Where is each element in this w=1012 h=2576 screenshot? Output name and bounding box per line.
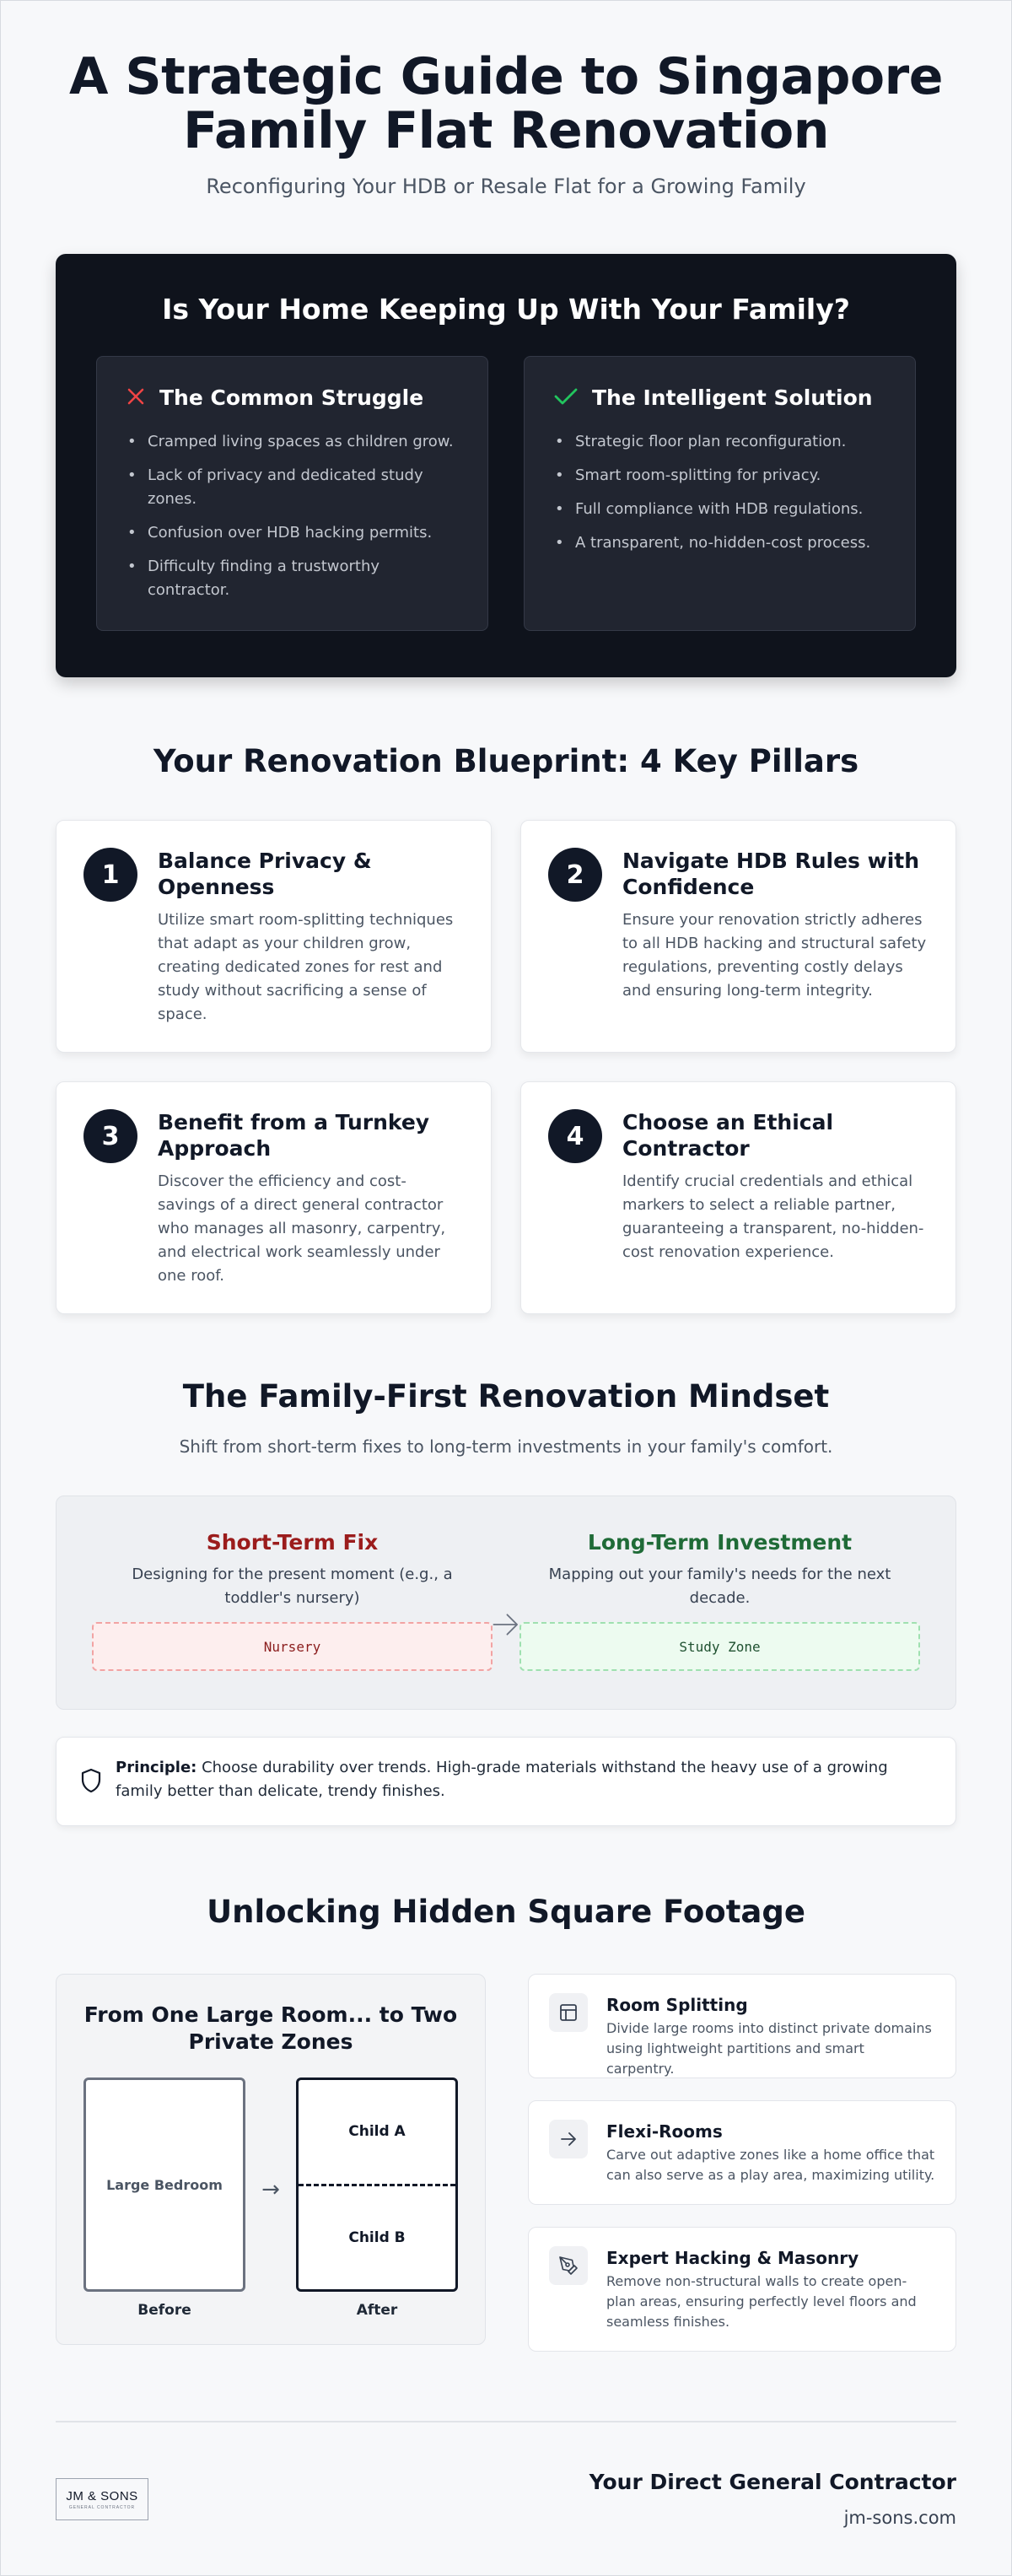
- solution-item: • Smart room-splitting for privacy.: [553, 464, 886, 488]
- short-term-title: Short-Term Fix: [206, 1530, 379, 1555]
- problem-solution-section: [56, 254, 956, 677]
- mindset-comparison: [56, 1495, 956, 1710]
- feature-title: Expert Hacking & Masonry: [606, 2248, 859, 2268]
- pillars-section: [56, 743, 956, 1314]
- pillar-number: 4: [548, 1109, 602, 1163]
- before-caption: Before: [137, 2302, 191, 2319]
- page-title-line2: Family Flat Renovation: [183, 101, 829, 160]
- footage-section: [56, 1894, 956, 2352]
- pillars-heading: Your Renovation Blueprint: 4 Key Pillars: [153, 743, 859, 779]
- pillar-card: [520, 820, 956, 1053]
- feature-description: Divide large rooms into distinct private domains using lightweight partitions and smart carpentry.: [606, 2020, 932, 2077]
- pillar-description: Ensure your renovation strictly adheres to all HDB hacking and structural safety regulations, preventing costly delays and ensuring long-term integrity.: [622, 911, 927, 1000]
- pillar-number: 1: [83, 848, 137, 902]
- room-split-diagram: [56, 1974, 486, 2345]
- feature-card: [528, 2227, 956, 2352]
- large-bedroom-label: Large Bedroom: [106, 2176, 223, 2193]
- struggle-list: [126, 430, 459, 602]
- struggle-item: • Cramped living spaces as children grow.: [126, 430, 459, 454]
- arrow-right-icon: →: [261, 2177, 280, 2202]
- pillar-number: 2: [548, 848, 602, 902]
- footage-content: [56, 1974, 956, 2352]
- long-term-column: [519, 1530, 920, 1671]
- logo-main-text: JM & SONS: [66, 2488, 138, 2503]
- feature-title: Flexi-Rooms: [606, 2121, 723, 2142]
- study-zone: Study Zone: [519, 1622, 920, 1671]
- after-caption: After: [356, 2302, 398, 2319]
- footer-tagline: Your Direct General Contractor: [589, 2470, 956, 2494]
- pillar-card: [520, 1081, 956, 1314]
- problem-solution-heading: Is Your Home Keeping Up With Your Family?: [162, 293, 850, 326]
- diagram-title: From One Large Room... to Two Private Zones: [83, 2002, 458, 2054]
- after-column: [296, 2078, 458, 2319]
- layout-icon: [549, 1993, 588, 2032]
- mindset-subtitle: Shift from short-term fixes to long-term investments in your family's comfort.: [179, 1436, 833, 1457]
- page-title-line1: A Strategic Guide to Singapore: [69, 47, 943, 106]
- principle-body: Choose durability over trends. High-grade materials withstand the heavy use of a growing family better than delicate, trendy finishes.: [116, 1759, 888, 1800]
- arrow-right-icon: [493, 1530, 519, 1641]
- child-a-zone: Child A: [348, 2123, 406, 2141]
- solution-item: • Strategic floor plan reconfiguration.: [553, 430, 886, 454]
- struggle-card-header: [126, 385, 459, 410]
- hero-header: [56, 1, 956, 198]
- mindset-section: [56, 1378, 956, 1826]
- pillar-title: Balance Privacy & Openness: [158, 849, 372, 899]
- page-subtitle: Reconfiguring Your HDB or Resale Flat for a Growing Family: [206, 175, 806, 198]
- pillars-grid: [56, 820, 956, 1314]
- arrow-right-icon: [549, 2120, 588, 2158]
- rooms-row: [83, 2078, 458, 2319]
- footage-heading: Unlocking Hidden Square Footage: [207, 1894, 805, 1930]
- solution-list: [553, 430, 886, 555]
- feature-card: [528, 2100, 956, 2205]
- footer: [56, 2422, 956, 2528]
- feature-list: [528, 1974, 956, 2352]
- feature-card: [528, 1974, 956, 2078]
- struggle-item: • Lack of privacy and dedicated study zones.: [126, 464, 459, 511]
- child-b-zone: Child B: [348, 2228, 406, 2246]
- company-logo: [56, 2478, 148, 2520]
- short-term-description: Designing for the present moment (e.g., a toddler's nursery): [132, 1566, 453, 1607]
- solution-card: [524, 356, 916, 631]
- pillar-card: [56, 820, 492, 1053]
- short-term-column: [92, 1530, 493, 1671]
- struggle-item: • Confusion over HDB hacking permits.: [126, 521, 459, 545]
- website-link[interactable]: jm-sons.com: [843, 2508, 956, 2528]
- struggle-title: The Common Struggle: [159, 385, 424, 410]
- x-icon: [126, 386, 146, 410]
- principle-text: [116, 1756, 932, 1803]
- problem-solution-columns: [96, 356, 916, 631]
- feature-description: Remove non-structural walls to create open-plan areas, ensuring perfectly level floors and seamless finishes.: [606, 2273, 917, 2330]
- principle-label: Principle:: [116, 1759, 197, 1776]
- large-bedroom-box: [83, 2078, 245, 2292]
- pillar-description: Identify crucial credentials and ethical markers to select a reliable partner, guaranteeing a transparent, no-hidden-cost renovation experience.: [622, 1172, 924, 1261]
- solution-card-header: [553, 385, 886, 410]
- check-icon: [553, 386, 579, 410]
- long-term-title: Long-Term Investment: [587, 1530, 853, 1555]
- pillar-title: Choose an Ethical Contractor: [622, 1110, 834, 1161]
- struggle-item: • Difficulty finding a trustworthy contractor.: [126, 555, 459, 602]
- pillar-description: Utilize smart room-splitting techniques that adapt as your children grow, creating dedicated zones for rest and study without sacrificing a sense of space.: [158, 911, 454, 1023]
- page-title: [56, 47, 956, 160]
- mindset-heading: The Family-First Renovation Mindset: [182, 1378, 830, 1415]
- nursery-zone: Nursery: [92, 1622, 493, 1671]
- principle-callout: [56, 1737, 956, 1826]
- solution-item: • A transparent, no-hidden-cost process.: [553, 531, 886, 555]
- pillar-title: Navigate HDB Rules with Confidence: [622, 849, 920, 899]
- before-column: [83, 2078, 245, 2319]
- struggle-card: [96, 356, 488, 631]
- pillar-number: 3: [83, 1109, 137, 1163]
- pen-tool-icon: [549, 2246, 588, 2285]
- solution-title: The Intelligent Solution: [592, 385, 873, 410]
- footer-contact: [589, 2470, 956, 2528]
- content-container: [56, 1, 956, 2528]
- solution-item: • Full compliance with HDB regulations.: [553, 498, 886, 521]
- pillar-title: Benefit from a Turnkey Approach: [158, 1110, 430, 1161]
- shield-icon: [80, 1756, 102, 1797]
- feature-description: Carve out adaptive zones like a home office that can also serve as a play area, maximizing utility.: [606, 2147, 935, 2183]
- pillar-description: Discover the efficiency and cost-savings of a direct general contractor who manages all masonry, carpentry, and electrical work seamlessly under one roof.: [158, 1172, 446, 1285]
- pillar-card: [56, 1081, 492, 1314]
- split-room-box: [296, 2078, 458, 2292]
- logo-sub-text: GENERAL CONTRACTOR: [68, 2504, 136, 2510]
- long-term-description: Mapping out your family's needs for the next decade.: [548, 1566, 891, 1607]
- feature-title: Room Splitting: [606, 1995, 748, 2015]
